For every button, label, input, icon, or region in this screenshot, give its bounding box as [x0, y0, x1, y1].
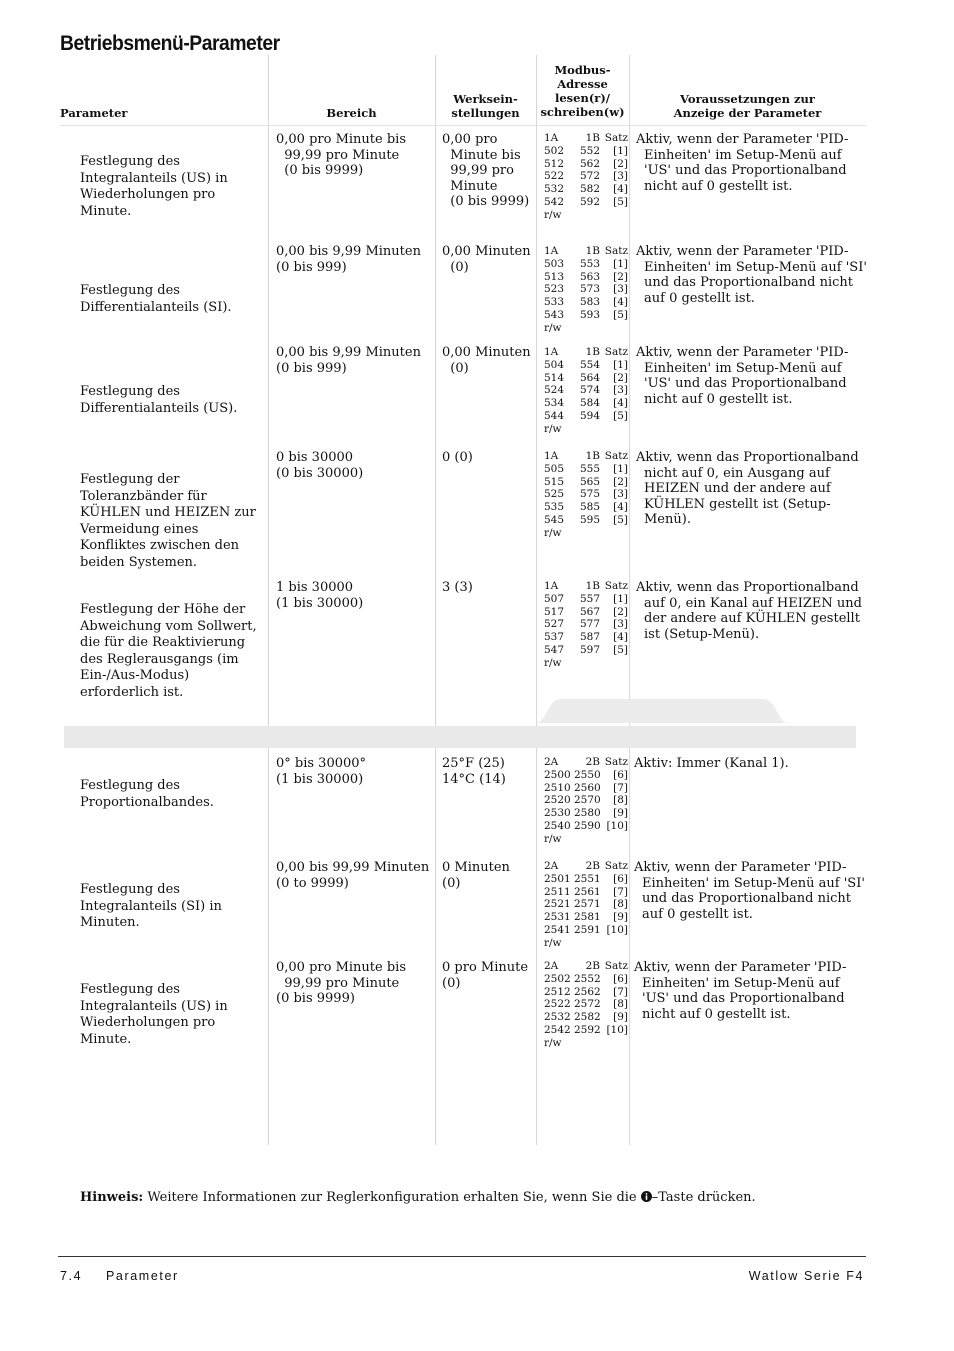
- column-divider: [268, 55, 269, 1145]
- modbus-address-block: 1A 1B Satz 504 554 [1] 514 564 [2] 524 574 [3] 534 584 [4] 544 594 [5] r/w: [544, 346, 628, 435]
- default-value: 0,00 Minuten (0): [442, 244, 531, 275]
- parameter-description: Festlegung des Proportionalbandes.: [80, 778, 214, 810]
- default-value: 0 (0): [442, 450, 473, 465]
- default-value: 0 Minuten (0): [442, 860, 510, 891]
- footer-page-number: 7.4: [60, 1269, 83, 1283]
- default-value: 0 pro Minute (0): [442, 960, 529, 991]
- header-parameter: Parameter: [60, 106, 128, 120]
- footer-section: Parameter: [106, 1269, 179, 1283]
- range-value: 0,00 pro Minute bis 99,99 pro Minute (0 bis 9999): [276, 132, 406, 178]
- default-value: 3 (3): [442, 580, 473, 595]
- default-value: 25°F (25) 14°C (14): [442, 756, 506, 787]
- modbus-address-block: 1A 1B Satz 503 553 [1] 513 563 [2] 523 573 [3] 533 583 [4] 543 593 [5] r/w: [544, 245, 628, 334]
- default-value: 0,00 Minuten (0): [442, 345, 531, 376]
- header-bereich: Bereich: [326, 106, 377, 120]
- condition-text: Aktiv, wenn der Parameter 'PID-Einheiten' im Setup-Menü auf 'SI' und das Proportionalband nicht auf 0 gestellt ist.: [634, 860, 865, 922]
- parameter-description: Festlegung der Toleranzbänder für KÜHLEN und HEIZEN zur Vermeidung eines Konfliktes zwischen den beiden Systemen.: [80, 472, 256, 570]
- condition-text: Aktiv, wenn der Parameter 'PID-Einheiten' im Setup-Menü auf 'US' und das Proportionalband nicht auf 0 gestellt ist.: [636, 132, 849, 194]
- condition-text: Aktiv, wenn der Parameter 'PID-Einheiten' im Setup-Menü auf 'US' und das Proportionalband nicht auf 0 gestellt ist.: [636, 345, 849, 407]
- column-divider: [435, 55, 436, 1145]
- footer-product: Watlow Serie F4: [748, 1269, 864, 1283]
- modbus-address-block: 2A 2B Satz 2502 2552 [6] 2512 2562 [7] 2522 2572 [8] 2532 2582 [9] 2542 2592 [10] r/w: [544, 960, 628, 1049]
- modbus-address-block: 1A 1B Satz 507 557 [1] 517 567 [2] 527 577 [3] 537 587 [4] 547 597 [5] r/w: [544, 580, 628, 669]
- modbus-address-block: 2A 2B Satz 2501 2551 [6] 2511 2561 [7] 2521 2571 [8] 2531 2581 [9] 2541 2591 [10] r/w: [544, 860, 628, 949]
- column-divider: [536, 55, 537, 1145]
- parameter-description: Festlegung des Differentialanteils (SI).: [80, 283, 232, 315]
- range-value: 0,00 bis 9,99 Minuten (0 bis 999): [276, 345, 421, 376]
- header-rule: [60, 125, 866, 126]
- hint-text-after: –Taste drücken.: [651, 1190, 756, 1205]
- parameter-description: Festlegung der Höhe der Abweichung vom Sollwert, die für die Reaktivierung des Reglerausgangs (im Ein-/Aus-Modus) erforderlich ist.: [80, 602, 257, 700]
- section-tab-shape: [536, 699, 788, 723]
- condition-text: Aktiv, wenn das Proportionalband nicht auf 0, ein Ausgang auf HEIZEN und der andere auf KÜHLEN gestellt ist (Setup-Menü).: [636, 450, 859, 527]
- range-value: 0,00 bis 99,99 Minuten (0 to 9999): [276, 860, 430, 891]
- range-value: 0,00 bis 9,99 Minuten (0 bis 999): [276, 244, 421, 275]
- header-modbus: Modbus- Adresse lesen(r)/ schreiben(w): [540, 63, 625, 119]
- modbus-address-block: 1A 1B Satz 505 555 [1] 515 565 [2] 525 575 [3] 535 585 [4] 545 595 [5] r/w: [544, 450, 628, 539]
- header-werkseinstellungen: Werksein- stellungen: [451, 92, 520, 120]
- section-separator-band: [64, 726, 856, 748]
- condition-text: Aktiv: Immer (Kanal 1).: [634, 756, 789, 771]
- condition-text: Aktiv, wenn der Parameter 'PID-Einheiten' im Setup-Menü auf 'SI' und das Proportionalband nicht auf 0 gestellt ist.: [636, 244, 867, 306]
- condition-text: Aktiv, wenn das Proportionalband auf 0, ein Kanal auf HEIZEN und der andere auf KÜHLEN gestellt ist (Setup-Menü).: [636, 580, 862, 642]
- hint-note: [80, 1190, 756, 1205]
- hint-text-before: Weitere Informationen zur Reglerkonfiguration erhalten Sie, wenn Sie die: [147, 1190, 641, 1205]
- footer-rule: [58, 1256, 866, 1257]
- modbus-address-block: 2A 2B Satz 2500 2550 [6] 2510 2560 [7] 2520 2570 [8] 2530 2580 [9] 2540 2590 [10] r/w: [544, 756, 628, 845]
- range-value: 0,00 pro Minute bis 99,99 pro Minute (0 bis 9999): [276, 960, 406, 1006]
- default-value: 0,00 pro Minute bis 99,99 pro Minute (0 bis 9999): [442, 132, 530, 209]
- parameter-description: Festlegung des Differentialanteils (US).: [80, 384, 238, 416]
- range-value: 0° bis 30000° (1 bis 30000): [276, 756, 367, 787]
- header-voraussetzungen: Voraussetzungen zur Anzeige der Parameter: [673, 92, 822, 120]
- parameter-description: Festlegung des Integralanteils (US) in Wiederholungen pro Minute.: [80, 982, 228, 1047]
- condition-text: Aktiv, wenn der Parameter 'PID-Einheiten' im Setup-Menü auf 'US' und das Proportionalband nicht auf 0 gestellt ist.: [634, 960, 847, 1022]
- range-value: 1 bis 30000 (1 bis 30000): [276, 580, 364, 611]
- modbus-address-block: 1A 1B Satz 502 552 [1] 512 562 [2] 522 572 [3] 532 582 [4] 542 592 [5] r/w: [544, 132, 628, 221]
- page-title: Betriebsmenü-Parameter: [60, 32, 280, 55]
- parameter-description: Festlegung des Integralanteils (US) in Wiederholungen pro Minute.: [80, 154, 228, 219]
- info-key-icon: [641, 1191, 652, 1202]
- range-value: 0 bis 30000 (0 bis 30000): [276, 450, 364, 481]
- column-divider: [629, 55, 630, 1145]
- hint-label: Hinweis:: [80, 1190, 144, 1205]
- parameter-description: Festlegung des Integralanteils (SI) in Minuten.: [80, 882, 222, 930]
